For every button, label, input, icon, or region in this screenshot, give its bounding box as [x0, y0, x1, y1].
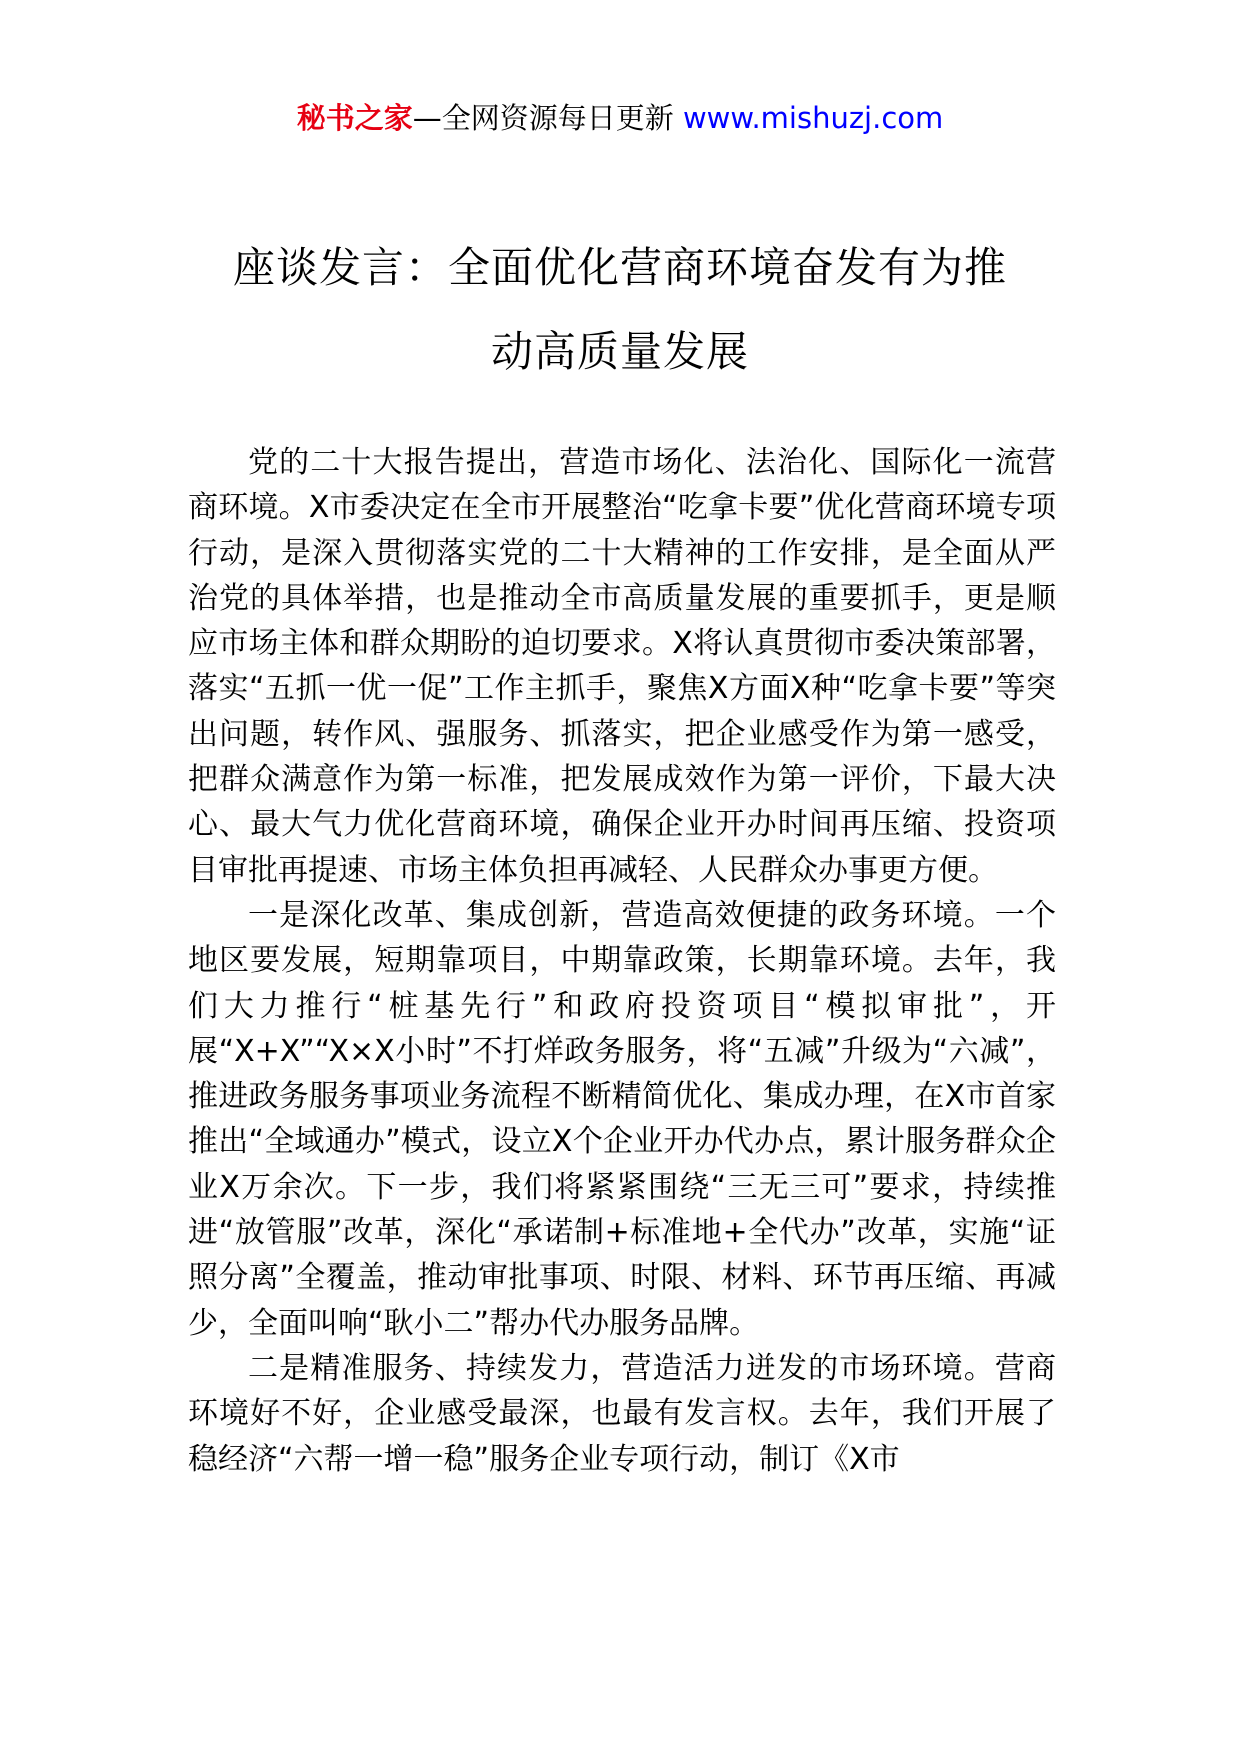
paragraph-one: 一是深化改革、集成创新，营造高效便捷的政务环境。一个地区要发展，短期靠项目，中期靠政策，长期靠环境。去年，我们大力推行“桩基先行”和政府投资项目“模拟审批”，开展“X+X”“X×X小时”不打烊政务服务，将“五减”升级为“六减”，推进政务服务事项业务流程不断精简优化、集成办理，在X市首家推出“全域通办”模式，设立X个企业开办代办点，累计服务群众企业X万余次。下一步，我们将紧紧围绕“三无三可”要求，持续推进“放管服”改革，深化“承诺制+标准地+全代办”改革，实施“证照分离”全覆盖，推动审批事项、时限、材料、环节再压缩、再减少，全面叫响“耿小二”帮办代办服务品牌。 [188, 897, 1056, 1341]
document-body [188, 440, 1056, 1482]
header-slogan: —全网资源每日更新 [412, 101, 683, 135]
paragraph-two: 二是精准服务、持续发力，营造活力迸发的市场环境。营商环境好不好，企业感受最深，也最有发言权。去年，我们开展了稳经济“六帮一增一稳”服务企业专项行动，制订《X市 [188, 1350, 1056, 1477]
document-title [140, 226, 1100, 394]
brand-name: 秘书之家 [296, 101, 413, 135]
title-line-1: 座谈发言：全面优化营商环境奋发有为推 [232, 243, 1007, 292]
paragraph-intro: 党的二十大报告提出，营造市场化、法治化、国际化一流营商环境。X市委决定在全市开展整治“吃拿卡要”优化营商环境专项行动，是深入贯彻落实党的二十大精神的工作安排，是全面从严治党的具体举措，也是推动全市高质量发展的重要抓手，更是顺应市场主体和群众期盼的迫切要求。X将认真贯彻市委决策部署，落实“五抓一优一促”工作主抓手，聚焦X方面X种“吃拿卡要”等突出问题，转作风、强服务、抓落实，把企业感受作为第一感受，把群众满意作为第一标准，把发展成效作为第一评价，下最大决心、最大气力优化营商环境，确保企业开办时间再压缩、投资项目审批再提速、市场主体负担再减轻、人民群众办事更方便。 [188, 445, 1056, 888]
site-header [0, 98, 1240, 138]
site-url[interactable]: www.mishuzj.com [682, 101, 944, 135]
title-line-2: 动高质量发展 [490, 327, 749, 376]
